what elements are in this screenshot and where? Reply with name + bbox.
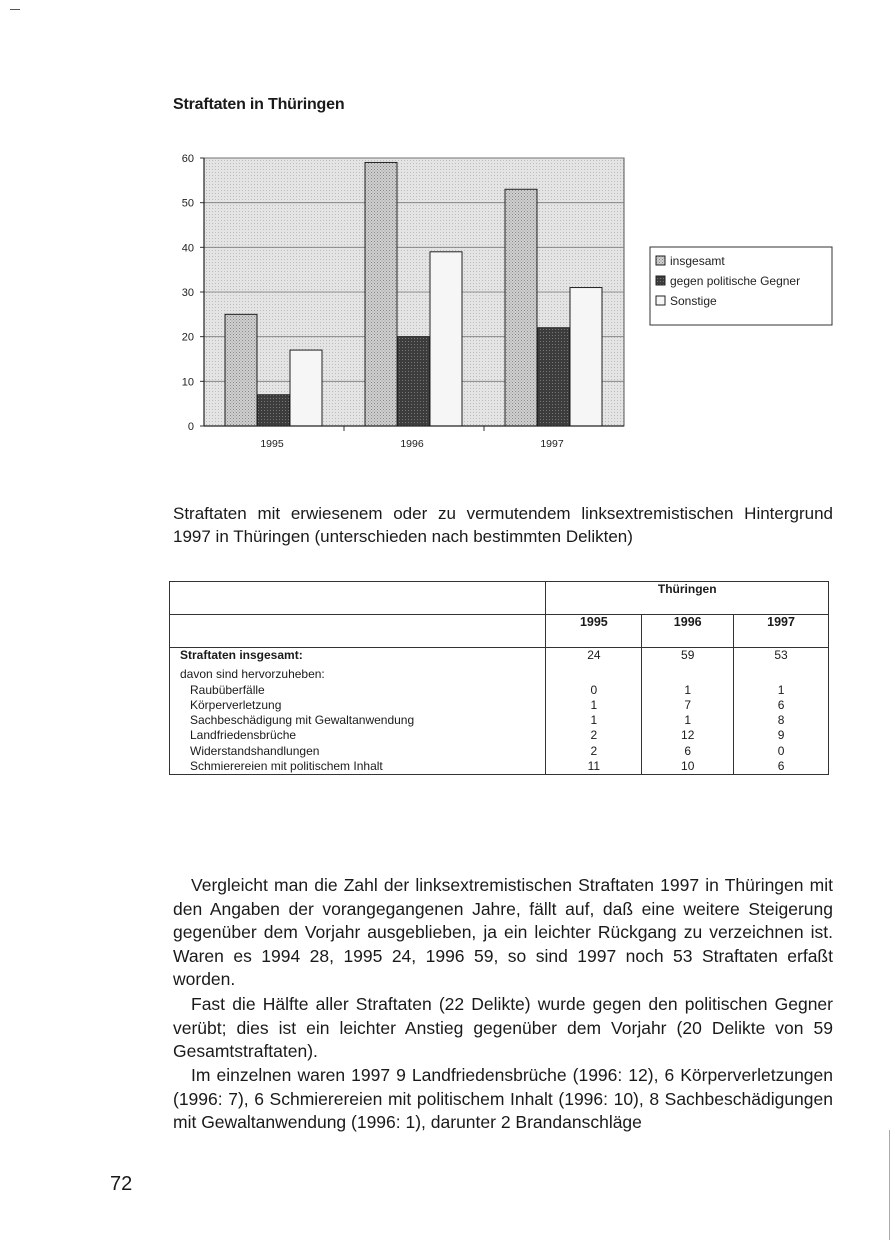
cell-value: 6: [684, 743, 692, 758]
total-label: Straftaten insgesamt:: [180, 648, 303, 662]
year-header: 1996: [642, 615, 734, 648]
bar: [538, 328, 570, 426]
bar-chart: [170, 148, 840, 468]
cell-value: 2: [590, 743, 598, 758]
years-blank-cell: [170, 615, 546, 648]
total-value: 53: [774, 648, 788, 662]
legend: [650, 247, 832, 325]
cell-value: 1: [777, 682, 785, 697]
legend-label: gegen politische Gegner: [670, 274, 801, 288]
region-header: Thüringen: [546, 582, 829, 615]
spacer: [546, 667, 641, 682]
y-tick-label: 50: [181, 197, 194, 210]
header-blank-cell: [170, 582, 546, 615]
y-tick-label: 60: [181, 153, 194, 165]
y-tick-label: 30: [181, 287, 194, 299]
legend-label: Sonstige: [670, 294, 717, 308]
table-years-row: [170, 615, 829, 648]
spacer: [734, 667, 828, 682]
spacer: [642, 667, 733, 682]
row-label: Körperverletzung: [190, 697, 282, 712]
bar: [398, 337, 430, 426]
row-labels-cell: [170, 648, 546, 775]
bar: [430, 252, 462, 426]
year-header: 1995: [546, 615, 642, 648]
values-1997-cell: [734, 648, 829, 775]
bar: [258, 395, 290, 426]
legend-label: insgesamt: [670, 254, 725, 268]
cell-value: 1: [684, 713, 692, 728]
cell-value: 1: [590, 697, 598, 712]
legend-swatch: [656, 276, 665, 285]
x-tick-label: 1995: [260, 438, 284, 450]
year-header: 1997: [734, 615, 829, 648]
row-label: Sachbeschädigung mit Gewaltanwendung: [190, 713, 415, 728]
legend-swatch: [656, 296, 665, 305]
bar: [505, 189, 537, 426]
table-header-row: [170, 582, 829, 615]
scan-mark: [10, 9, 20, 10]
cell-value: 10: [681, 759, 695, 774]
values-1995-cell: [546, 648, 642, 775]
row-label: Schmierereien mit politischem Inhalt: [190, 759, 383, 774]
y-tick-label: 20: [181, 331, 194, 344]
x-tick-label: 1996: [400, 438, 424, 450]
values-1996-cell: [642, 648, 734, 775]
cell-value: 12: [681, 728, 695, 743]
page-number: 72: [110, 1173, 133, 1195]
cell-value: 6: [777, 697, 785, 712]
cell-value: 1: [684, 682, 692, 697]
cell-value: 8: [777, 713, 785, 728]
body-paragraph: Im einzelnen waren 1997 9 Landfriedensbrüche (1996: 12), 6 Körperverletzungen (1996: 7), 6 Schmierereien mit politischem Inhalt (1996: 10), 8 Sachbeschädigungen mit Gewaltanwendung (1996: 1), darunter 2 Brandanschläge: [173, 1065, 833, 1132]
body-paragraph: Vergleicht man die Zahl der linksextremistischen Straftaten 1997 in Thüringen mit den Angaben der vorangegangenen Jahre, fällt auf, daß eine weitere Steigerung gegenüber dem Vorjahr ausgeblieben, ja ein leichter Rückgang zu verzeichnen ist. Waren es 1994 28, 1995 24, 1996 59, so sind 1997 noch 53 Straftaten erfaßt worden.: [173, 875, 833, 989]
cell-value: 0: [590, 682, 598, 697]
y-tick-label: 10: [181, 376, 194, 389]
page-edge-line: [889, 1130, 890, 1240]
y-tick-label: 40: [181, 242, 194, 255]
statistics-table: [169, 581, 829, 775]
page-title: Straftaten in Thüringen: [173, 96, 345, 113]
row-label: Widerstandshandlungen: [190, 743, 320, 758]
cell-value: 11: [587, 759, 601, 774]
bar: [225, 314, 257, 426]
legend-swatch: [656, 256, 665, 265]
cell-value: 7: [684, 697, 692, 712]
subheading-label: davon sind hervorzuheben:: [180, 667, 325, 682]
x-tick-label: 1997: [540, 438, 564, 450]
total-value: 24: [587, 648, 601, 662]
row-label: Raubüberfälle: [190, 682, 265, 697]
cell-value: 9: [777, 728, 785, 743]
bar: [290, 350, 322, 426]
row-label: Landfriedensbrüche: [190, 728, 297, 743]
cell-value: 2: [590, 728, 598, 743]
bar: [570, 288, 602, 426]
cell-value: 6: [777, 759, 785, 774]
bar: [365, 162, 397, 426]
cell-value: 0: [777, 743, 785, 758]
total-value: 59: [681, 648, 695, 662]
body-paragraph: Fast die Hälfte aller Straftaten (22 Delikte) wurde gegen den politischen Gegner verübt; dies ist ein leichter Anstieg gegenüber dem Vorjahr (20 Delikte von 59 Gesamtstraftaten).: [173, 994, 833, 1061]
table-caption: Straftaten mit erwiesenem oder zu vermutendem linksextremistischen Hintergrund 1997 in Thüringen (unterschieden nach bestimmten Delikten): [173, 504, 833, 546]
cell-value: 1: [590, 713, 598, 728]
table-data-row: [170, 648, 829, 775]
y-tick-label: 0: [187, 421, 194, 433]
